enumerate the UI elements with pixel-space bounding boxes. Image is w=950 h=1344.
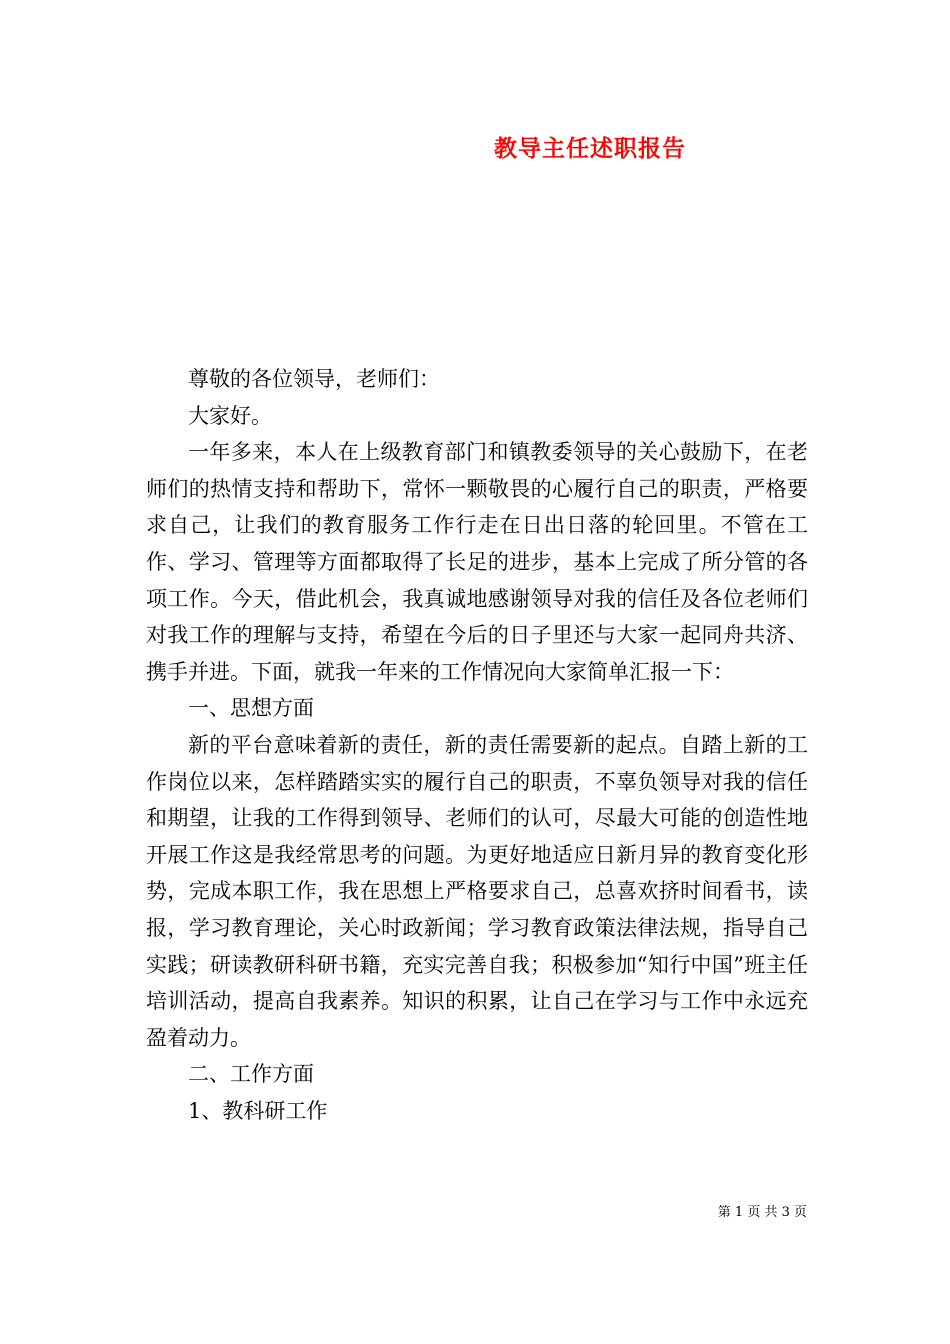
document-body bbox=[146, 361, 808, 1129]
section-heading-work: 二、工作方面 bbox=[188, 1062, 314, 1087]
page-number: 第 1 页 共 3 页 bbox=[717, 1205, 807, 1220]
subsection-heading-research: 1、教科研工作 bbox=[188, 1098, 328, 1123]
greeting: 大家好。 bbox=[188, 403, 272, 428]
intro-paragraph: 一年多来，本人在上级教育部门和镇教委领导的关心鼓励下，在老师们的热情支持和帮助下，常怀一颗敬畏的心履行自己的职责，严格要求自己，让我们的教育服务工作行走在日出日落的轮回里。不管在工作、学习、管理等方面都取得了长足的进步，基本上完成了所分管的各项工作。今天，借此机会，我真诚地感谢领导对我的信任及各位老师们对我工作的理解与支持，希望在今后的日子里还与大家一起同舟共济、携手并进。下面，就我一年来的工作情况向大家简单汇报一下： bbox=[146, 440, 808, 684]
salutation: 尊敬的各位领导，老师们： bbox=[188, 367, 440, 391]
document-title: 教导主任述职报告 bbox=[494, 135, 686, 162]
section-heading-thought: 一、思想方面 bbox=[188, 696, 314, 721]
thought-paragraph: 新的平台意味着新的责任，新的责任需要新的起点。自踏上新的工作岗位以来，怎样踏踏实实的履行自己的职责，不辜负领导对我的信任和期望，让我的工作得到领导、老师们的认可，尽最大可能的创造性地开展工作这是我经常思考的问题。为更好地适应日新月异的教育变化形势，完成本职工作，我在思想上严格要求自己，总喜欢挤时间看书，读报，学习教育理论，关心时政新闻；学习教育政策法律法规，指导自己实践；研读教研科研书籍，充实完善自我；积极参加“知行中国”班主任培训活动，提高自我素养。知识的积累，让自己在学习与工作中永远充盈着动力。 bbox=[146, 732, 808, 1050]
